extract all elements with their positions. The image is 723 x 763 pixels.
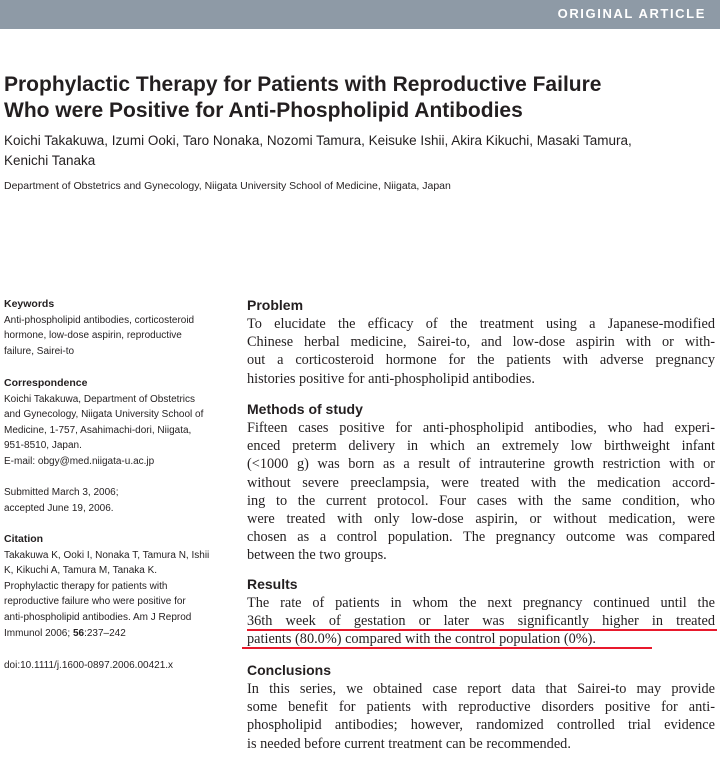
accepted-date: accepted June 19, 2006. xyxy=(4,502,114,514)
title-line: Who were Positive for Anti-Phospholipid Antibodies xyxy=(4,99,523,122)
methods-line: (<1000 g) was born as a result of intrauterine growth restriction with or xyxy=(247,456,715,473)
correspondence-line: Medicine, 1-757, Asahimachi-dori, Niigata, xyxy=(4,424,192,436)
problem-line: out a corticosteroid hormone for the patients with adverse pregnancy xyxy=(247,352,715,369)
keywords-line: hormone, low-dose aspirin, reproductive xyxy=(4,330,182,342)
methods-line: Fifteen cases positive for anti-phospholipid antibodies, who had experi- xyxy=(247,420,715,436)
methods-line: between the two groups. xyxy=(247,547,387,564)
citation-volume: 56 xyxy=(72,627,85,639)
conclusions-heading: Conclusions xyxy=(247,662,332,678)
citation-line: Takakuwa K, Ooki I, Nonaka T, Tamura N, Ishii xyxy=(4,549,210,561)
problem-line: Chinese herbal medicine, Sairei-to, and low-dose aspirin with or with- xyxy=(247,334,715,351)
problem-line: To elucidate the efficacy of the treatment using a Japanese-modified xyxy=(247,316,715,332)
conclusions-line: some benefit for patients with reproductive disorders positive for anti- xyxy=(247,699,715,716)
title-line: Prophylactic Therapy for Patients with Reproductive Failure xyxy=(4,73,602,96)
keywords-block xyxy=(4,297,229,359)
author-line: Kenichi Tanaka xyxy=(4,153,96,168)
conclusions-line: In this series, we obtained case report data that Sairei-to may provide xyxy=(247,681,715,697)
correspondence-heading: Correspondence xyxy=(4,377,88,389)
conclusions-section xyxy=(247,661,715,753)
keywords-line: failure, Sairei-to xyxy=(4,345,75,357)
keywords-heading: Keywords xyxy=(4,298,55,310)
dates-block xyxy=(4,485,229,516)
doi-link[interactable]: doi:10.1111/j.1600-0897.2006.00421.x xyxy=(4,660,174,671)
author-line: Koichi Takakuwa, Izumi Ooki, Taro Nonaka, Nozomi Tamura, Keisuke Ishii, Akira Kikuchi, Masaki Tamura, xyxy=(4,133,632,148)
citation-pages: :237–242 xyxy=(84,627,126,639)
methods-line: enced preterm delivery in which an extremely low birthweight infant xyxy=(247,438,715,455)
author-list xyxy=(4,131,718,171)
results-line: 36th week of gestation or later was significantly higher in treated xyxy=(247,613,715,630)
citation-journal-year: Immunol 2006; xyxy=(4,627,73,639)
correspondence-line: 951-8510, Japan. xyxy=(4,440,82,452)
affiliation: Department of Obstetrics and Gynecology, Niigata University School of Medicine, Niigata, Japan xyxy=(4,180,451,192)
article-title xyxy=(4,72,714,124)
methods-line: ing to the current protocol. Four cases with the same condition, who xyxy=(247,492,715,509)
methods-line: chosen as a control population. The pregnancy outcome was compared xyxy=(247,529,715,546)
results-heading: Results xyxy=(247,576,298,592)
methods-line: without severe preeclampsia, were treated with the medication accord- xyxy=(247,474,715,491)
methods-line: were treated with only low-dose aspirin, or without medication, were xyxy=(247,511,715,528)
citation-line: anti-phospholipid antibodies. Am J Reprod xyxy=(4,611,192,623)
conclusions-line: phospholipid antibodies; however, randomized controlled trial evidence xyxy=(247,717,715,734)
correspondence-block xyxy=(4,376,229,470)
citation-heading: Citation xyxy=(4,533,44,545)
problem-heading: Problem xyxy=(247,297,304,313)
citation-line: K, Kikuchi A, Tamura M, Tanaka K. xyxy=(4,565,158,577)
article-type-label: ORIGINAL ARTICLE xyxy=(557,6,706,21)
correspondence-line: Koichi Takakuwa, Department of Obstetrics xyxy=(4,393,196,405)
highlight-underline xyxy=(247,629,717,631)
conclusions-line: is needed before current treatment can be recommended. xyxy=(247,735,571,752)
citation-line: reproductive failure who were positive for xyxy=(4,596,186,608)
email-link[interactable]: E-mail: obgy@med.niigata-u.ac.jp xyxy=(4,455,155,467)
keywords-line: Anti-phospholipid antibodies, corticosteroid xyxy=(4,314,195,326)
section-header-bar xyxy=(0,0,720,29)
citation-block xyxy=(4,532,229,641)
problem-line: histories positive for anti-phospholipid antibodies. xyxy=(247,370,535,387)
results-line: patients (80.0%) compared with the control population (0%). xyxy=(247,631,596,648)
results-line: The rate of patients in whom the next pregnancy continued until the xyxy=(247,595,715,611)
correspondence-line: and Gynecology, Niigata University School of xyxy=(4,409,204,421)
submitted-date: Submitted March 3, 2006; xyxy=(4,487,119,498)
results-section xyxy=(247,575,715,649)
citation-line: Prophylactic therapy for patients with xyxy=(4,580,168,592)
citation-line xyxy=(4,626,229,642)
highlight-underline xyxy=(242,647,652,649)
problem-section xyxy=(247,296,715,388)
doi-block xyxy=(4,658,229,674)
methods-heading: Methods of study xyxy=(247,401,363,417)
methods-section xyxy=(247,400,715,565)
